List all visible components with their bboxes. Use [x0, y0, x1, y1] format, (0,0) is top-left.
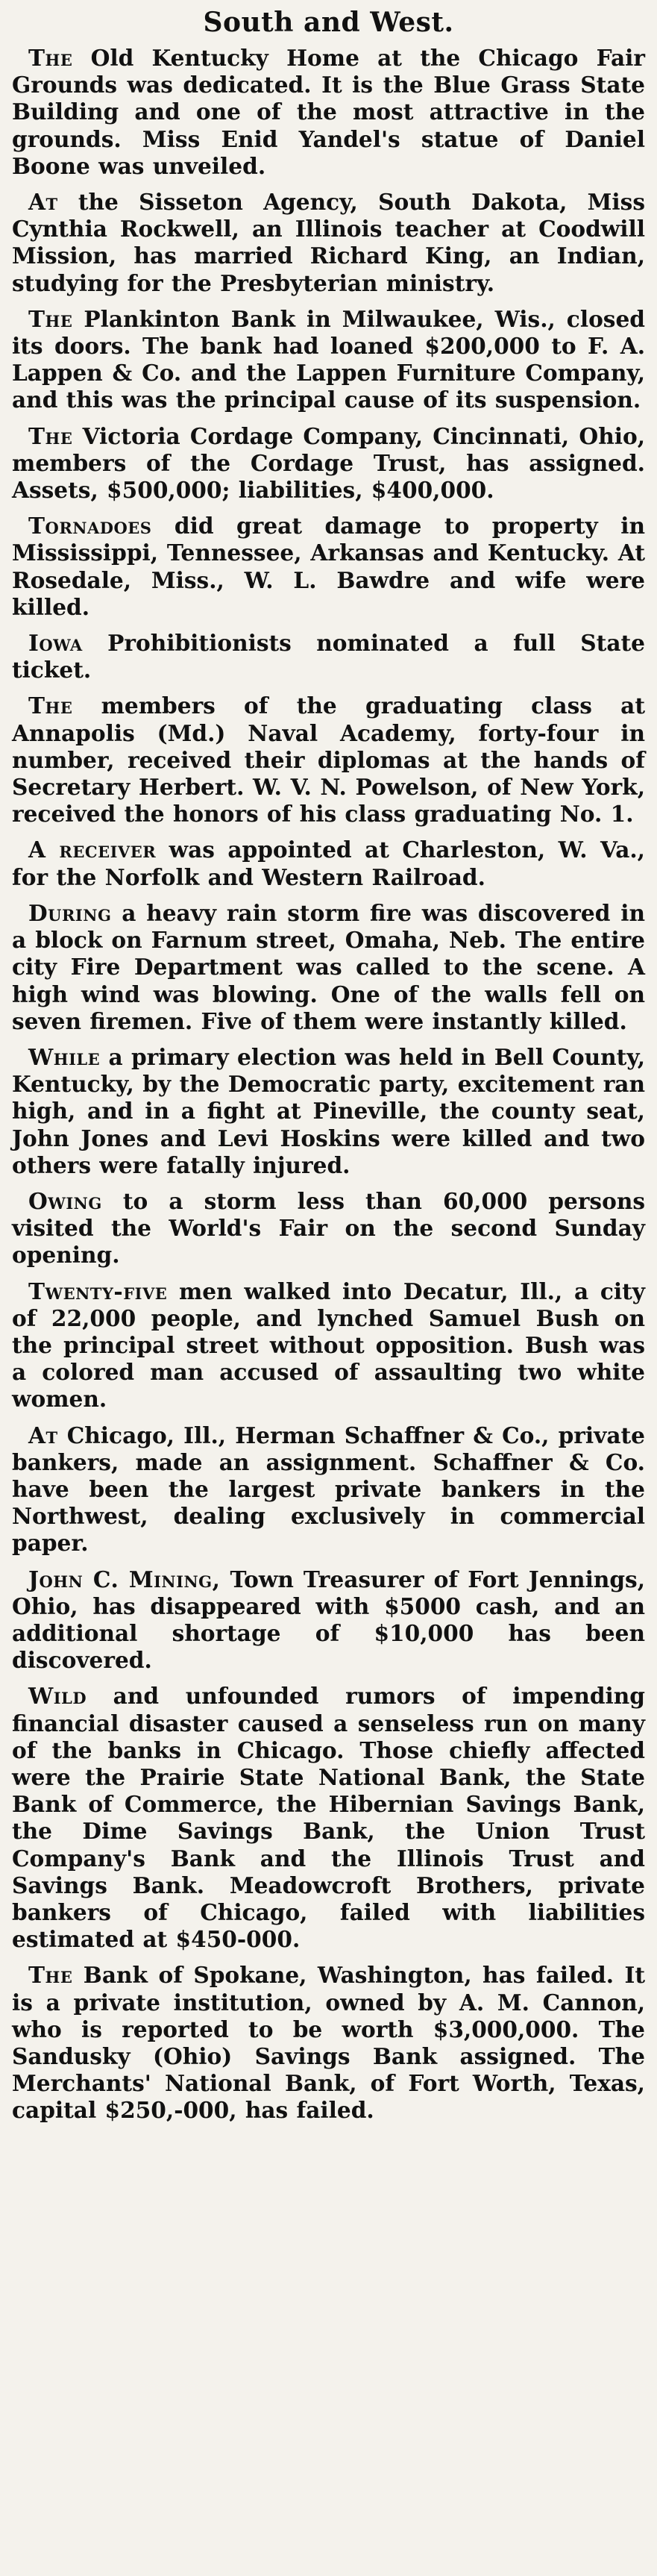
news-item — [12, 900, 645, 1035]
news-item — [12, 189, 645, 297]
news-item — [12, 1188, 645, 1269]
item-lead: The — [28, 1962, 73, 1989]
news-item — [12, 513, 645, 621]
news-item — [12, 1044, 645, 1179]
item-lead: The — [28, 305, 73, 332]
item-lead: Iowa — [28, 630, 83, 657]
news-item — [12, 1422, 645, 1557]
item-text: the Sisseton Agency, South Dakota, Miss Cynthia Rockwell, an Illinois teacher at Coodwill Mission, has married Richard King, an Indian, studying for the Presbyterian ministry. — [12, 189, 645, 296]
item-text: and unfounded rumors of impending financial disaster caused a senseless run on many of the banks in Chicago. Those chiefly affected were the Prairie State National Bank, the State Bank of Commerce, the Hibernian Savings Bank, the Dime Savings Bank, the Union Trust Company's Bank and the Illinois Trust and Savings Bank. Meadowcroft Brothers, private bankers of Chicago, failed with liabilities estimated at $450-000. — [12, 1683, 645, 1953]
news-item — [12, 1278, 645, 1413]
item-lead: At — [28, 1422, 58, 1448]
item-text: was appointed at Charleston, W. Va., for the Norfolk and Western Railroad. — [12, 837, 645, 890]
item-lead: During — [28, 899, 112, 926]
item-text: Plankinton Bank in Milwaukee, Wis., closed its doors. The bank had loaned $200,000 to F. A. Lappen & Co. and the Lappen Furniture Company, and this was the principal cause of its suspension. — [12, 305, 645, 413]
item-text: Prohibitionists nominated a full State ticket. — [12, 630, 645, 684]
item-text: Bank of Spokane, Washington, has failed. It is a private institution, owned by A. M. Cannon, who is reported to be worth $3,000,000. The Sandusky (Ohio) Savings Bank assigned. The Merchants' National Bank, of Fort Worth, Texas, capital $250,-000, has failed. — [12, 1962, 645, 2124]
item-text: Victoria Cordage Company, Cincinnati, Ohio, members of the Cordage Trust, has assigned. Assets, $500,000; liabilities, $400,000. — [12, 422, 645, 504]
item-text: a heavy rain storm fire was discovered in a block on Farnum street, Omaha, Neb. The entire city Fire Department was called to the scene. A high wind was blowing. One of the walls fell on seven firemen. Five of them were instantly killed. — [12, 899, 645, 1034]
news-item — [12, 630, 645, 684]
news-column — [9, 0, 648, 2576]
item-lead: While — [28, 1043, 101, 1070]
news-item — [12, 1566, 645, 1675]
item-text: Old Kentucky Home at the Chicago Fair Grounds was dedicated. It is the Blue Grass State Building and one of the most attractive in the grounds. Miss Enid Yandel's statue of Daniel Boone was unveiled. — [12, 45, 645, 179]
news-item — [12, 306, 645, 414]
item-lead: The — [28, 45, 73, 71]
item-lead: At — [28, 189, 58, 216]
news-item — [12, 1683, 645, 1953]
news-item — [12, 693, 645, 828]
item-text: members of the graduating class at Annapolis (Md.) Naval Academy, forty-four in number, received their diplomas at the hands of Secretary Herbert. W. V. N. Powelson, of New York, received the honors of his class graduating No. 1. — [12, 693, 645, 828]
item-text: to a storm less than 60,000 persons visited the World's Fair on the second Sunday opening. — [12, 1187, 645, 1269]
headline: South and West. — [203, 7, 454, 38]
item-lead: The — [28, 693, 73, 719]
item-text: a primary election was held in Bell County, Kentucky, by the Democratic party, excitement ran high, and in a fight at Pineville, the county seat, John Jones and Levi Hoskins were killed and two others were fatally injured. — [12, 1043, 645, 1178]
item-text: Chicago, Ill., Herman Schaffner & Co., private bankers, made an assignment. Schaffner & Co. have been the largest private bankers in the Northwest, dealing exclusively in commercial paper. — [12, 1422, 645, 1557]
news-item — [12, 837, 645, 890]
news-item — [12, 1962, 645, 2124]
item-lead: Twenty-five — [28, 1278, 168, 1304]
news-item — [12, 423, 645, 504]
item-text: did great damage to property in Mississippi, Tennessee, Arkansas and Kentucky. At Rosedale, Miss., W. L. Bawdre and wife were killed. — [12, 513, 645, 620]
item-lead: Tornadoes — [28, 513, 152, 540]
item-lead: Wild — [28, 1683, 87, 1710]
item-text: Town Treasurer of Fort Jennings, Ohio, has disappeared with $5000 cash, and an additional shortage of $10,000 has been discovered. — [12, 1566, 645, 1674]
item-lead: John C. Mining, — [28, 1566, 221, 1592]
item-lead: A receiver — [28, 837, 157, 863]
item-text: men walked into Decatur, Ill., a city of 22,000 people, and lynched Samuel Bush on the principal street without opposition. Bush was a colored man accused of assaulting two white women. — [12, 1278, 645, 1413]
item-lead: The — [28, 422, 73, 449]
item-lead: Owing — [28, 1187, 102, 1214]
news-item — [12, 45, 645, 180]
